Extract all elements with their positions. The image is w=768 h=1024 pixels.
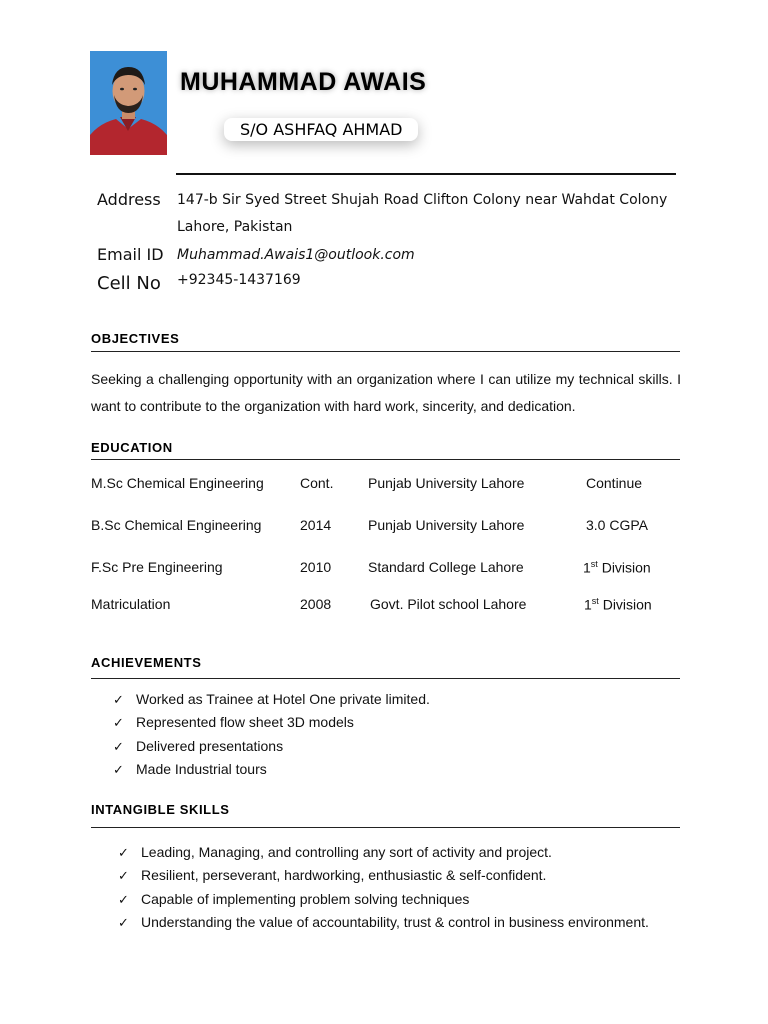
education-heading: EDUCATION <box>91 440 173 455</box>
education-row <box>0 517 768 537</box>
institute: Govt. Pilot school Lahore <box>370 596 527 612</box>
result-number: 1 <box>584 596 592 613</box>
education-row <box>0 559 768 579</box>
result: 3.0 CGPA <box>586 517 648 533</box>
profile-photo <box>90 51 167 155</box>
achievements-divider <box>91 678 680 679</box>
checkmark-icon: ✓ <box>118 868 129 884</box>
education-divider <box>91 459 680 460</box>
header-divider <box>176 173 676 175</box>
degree: F.Sc Pre Engineering <box>91 559 223 575</box>
year: 2010 <box>300 559 332 575</box>
year: Cont. <box>300 475 334 491</box>
institute: Punjab University Lahore <box>368 475 525 491</box>
checkmark-icon: ✓ <box>113 738 124 754</box>
degree: M.Sc Chemical Engineering <box>91 475 264 491</box>
institute: Punjab University Lahore <box>368 517 525 533</box>
address-label: Address <box>97 190 161 209</box>
degree: Matriculation <box>91 596 171 612</box>
skills-heading: INTANGIBLE SKILLS <box>91 802 230 817</box>
achievements-heading: ACHIEVEMENTS <box>91 655 202 670</box>
checkmark-icon: ✓ <box>118 891 129 907</box>
father-name: S/O ASHFAQ AHMAD <box>224 118 418 141</box>
checkmark-icon: ✓ <box>118 845 129 860</box>
email-value[interactable]: Muhammad.Awais1@outlook.com <box>177 247 415 263</box>
address-line-1: 147-b Sir Syed Street Shujah Road Clifton Colony near Wahdat Colony <box>177 192 668 208</box>
education-row <box>0 475 768 495</box>
institute: Standard College Lahore <box>368 559 524 575</box>
candidate-name: MUHAMMAD AWAIS <box>180 68 427 96</box>
result: Continue <box>586 475 643 491</box>
year: 2014 <box>300 517 332 533</box>
objectives-heading: OBJECTIVES <box>91 331 180 346</box>
objectives-divider <box>91 351 680 352</box>
result <box>584 596 652 613</box>
checkmark-icon: ✓ <box>113 692 124 707</box>
result-text: Division <box>597 559 651 576</box>
checkmark-icon: ✓ <box>113 761 124 777</box>
cell-label: Cell No <box>97 273 161 294</box>
cell-value: +92345-1437169 <box>177 272 301 288</box>
result-text: Division <box>598 596 652 613</box>
skills-divider <box>91 827 680 828</box>
result-number: 1 <box>583 559 591 576</box>
year: 2008 <box>300 596 332 612</box>
degree: B.Sc Chemical Engineering <box>91 517 262 533</box>
checkmark-icon: ✓ <box>113 715 124 731</box>
email-label: Email ID <box>97 245 164 264</box>
address-line-2: Lahore, Pakistan <box>177 219 293 235</box>
education-row <box>0 596 768 616</box>
portrait-image <box>90 51 167 155</box>
result-ordinal: st <box>590 559 598 569</box>
objectives-text: Seeking a challenging opportunity with an organization where I can utilize my technical skills. I want to contribute to the organization with hard work, sincerity, and dedication. <box>91 371 681 414</box>
checkmark-icon: ✓ <box>118 914 129 930</box>
result <box>583 559 651 576</box>
result-ordinal: st <box>591 596 599 606</box>
